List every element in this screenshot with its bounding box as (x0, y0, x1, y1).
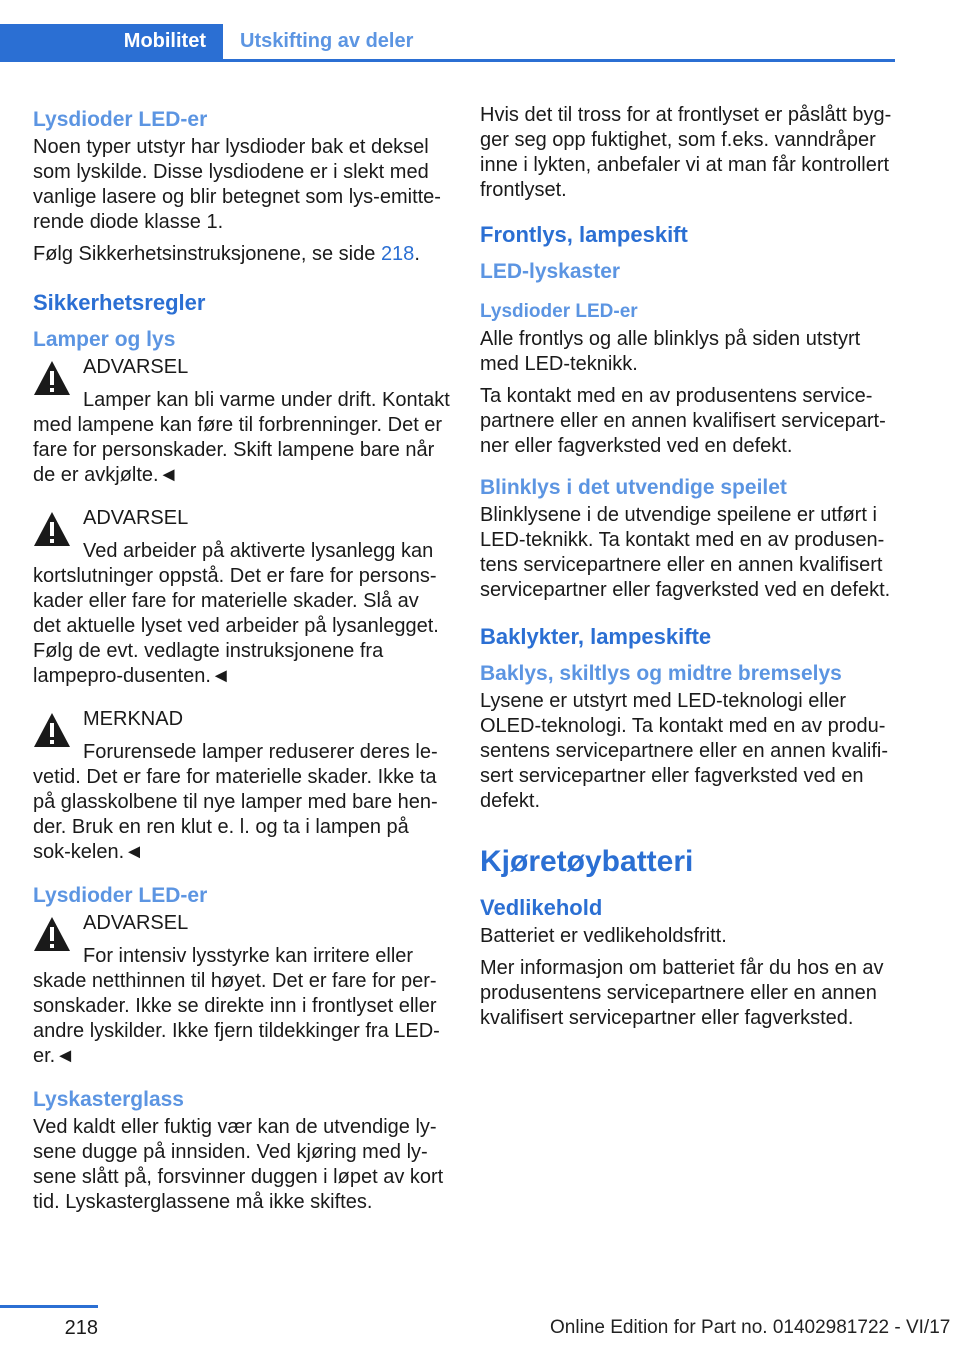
heading-rear-brake-lights: Baklys, skiltlys og midtre bremselys (480, 662, 842, 685)
heading-headlight-glass: Lyskasterglass (33, 1088, 184, 1111)
heading-led-1: Lysdioder LED-er (33, 108, 208, 131)
heading-front-lights: Frontlys, lampeskift (480, 222, 688, 247)
warning-triangle-icon (33, 711, 71, 749)
maintenance-free-text: Batteriet er vedlikeholdsfritt. (480, 925, 727, 947)
headlight-glass-text: Ved kaldt eller fuktig vær kan de utvendige ly-sene dugge på innsiden. Ved kjøring med ly-sene slått på, forsvinner duggen i løpet av kort tid. Lyskasterglassene må ikke skiftes. (33, 1116, 444, 1213)
page-header (0, 0, 895, 62)
edition-label: Online Edition for Part no. 01402981722 - VI/17 (550, 1317, 951, 1338)
warning-text: Ved arbeider på aktiverte lysanlegg kan kortslutninger oppstå. Det er fare for persons-kader eller fare for materielle skader. Slå av det aktuelle lyset ved arbeider på lysanlegget. Følg de evt. vedlagte instruksjonene fra lampepro-dusenten.◄ (33, 540, 439, 687)
section-tab-mobilitet: Mobilitet (0, 24, 223, 62)
right-column (480, 103, 895, 1038)
heading-maintenance: Vedlikehold (480, 895, 603, 920)
warning-triangle-icon (33, 510, 71, 548)
safety-reference (33, 242, 451, 267)
warning-text: Lamper kan bli varme under drift. Kontakt med lampene kan føre til forbrenninger. Det er fare for personskader. Skift lampene bare når de er avkjølte.◄ (33, 389, 450, 486)
warning-triangle-icon (33, 915, 71, 953)
notice-block (33, 707, 451, 865)
heading-lamps: Lamper og lys (33, 328, 176, 351)
heading-safety-rules: Sikkerhetsregler (33, 290, 206, 315)
warning-title: ADVARSEL (83, 507, 189, 529)
heading-led-2: Lysdioder LED-er (33, 884, 208, 907)
rear-lights-text: Lysene er utstyrt med LED-teknologi eller OLED-teknologi. Ta kontakt med en av produ-sentens servicepartnere eller en annen kvalifi-sert servicepartner eller fagverksted ved en defekt. (480, 690, 888, 812)
section-tab-utskifting: Utskifting av deler (223, 24, 895, 62)
page-number: 218 (64, 1317, 98, 1339)
moisture-text: Hvis det til tross for at frontlyset er påslått byg-ger seg opp fuktighet, som f.eks. vanndråper inne i lykten, anbefaler vi at man får kontrollert frontlyset. (480, 104, 892, 201)
warning-text: For intensiv lysstyrke kan irritere eller skade netthinnen til høyet. Det er fare for per-sonskader. Ikke se direkte inn i frontlyset eller andre lyskilder. Ikke fjern tildekkinger fra LED-er.◄ (33, 945, 440, 1067)
safety-reference-text: Følg Sikkerhetsinstruksjonene, se side (33, 243, 381, 265)
notice-text: Forurensede lamper reduserer deres le-vetid. Det er fare for materielle skader. Ikke ta på glasskolbene til nye lamper med bare hen-der. Bruk en ren klut e. l. og ta i lampen på sok-kelen.◄ (33, 741, 438, 863)
left-column (33, 103, 451, 1222)
notice-title: MERKNAD (83, 708, 184, 730)
warning-block-1 (33, 355, 451, 488)
led-service-text: Ta kontakt med en av produsentens service-partnere eller en annen kvalifisert servicepart-ner eller fagverksted ved en defekt. (480, 385, 886, 457)
warning-title: ADVARSEL (83, 912, 189, 934)
warning-title: ADVARSEL (83, 356, 189, 378)
battery-info-text: Mer informasjon om batteriet får du hos en av produsentens servicepartnere eller en annen kvalifisert servicepartner eller fagverksted. (480, 957, 884, 1029)
page-link-218[interactable]: 218 (380, 243, 415, 265)
warning-triangle-icon (33, 359, 71, 397)
warning-block-3 (33, 911, 451, 1069)
led-intro-text: Noen typer utstyr har lysdioder bak et deksel som lyskilde. Disse lysdiodene er i slekt med vanlige lasere og blir betegnet som lys-emitte-rende diode klasse 1. (33, 136, 441, 233)
heading-rear-lights: Baklykter, lampeskifte (480, 624, 712, 649)
warning-block-2 (33, 506, 451, 689)
led-front-text: Alle frontlys og alle blinklys på siden utstyrt med LED-teknikk. (480, 328, 861, 375)
footer-accent-bar (0, 1305, 98, 1308)
heading-led-headlight: LED-lyskaster (480, 260, 621, 283)
heading-mirror-indicator: Blinklys i det utvendige speilet (480, 476, 787, 499)
safety-reference-end: . (414, 243, 420, 265)
heading-led-3: Lysdioder LED-er (480, 301, 638, 322)
mirror-indicator-text: Blinklysene i de utvendige speilene er utført i LED-teknikk. Ta kontakt med en av produsen-tens servicepartnere eller en annen kvalifisert servicepartner eller fagverksted ved en defekt. (480, 504, 891, 601)
heading-vehicle-battery: Kjøretøybatteri (480, 845, 694, 878)
